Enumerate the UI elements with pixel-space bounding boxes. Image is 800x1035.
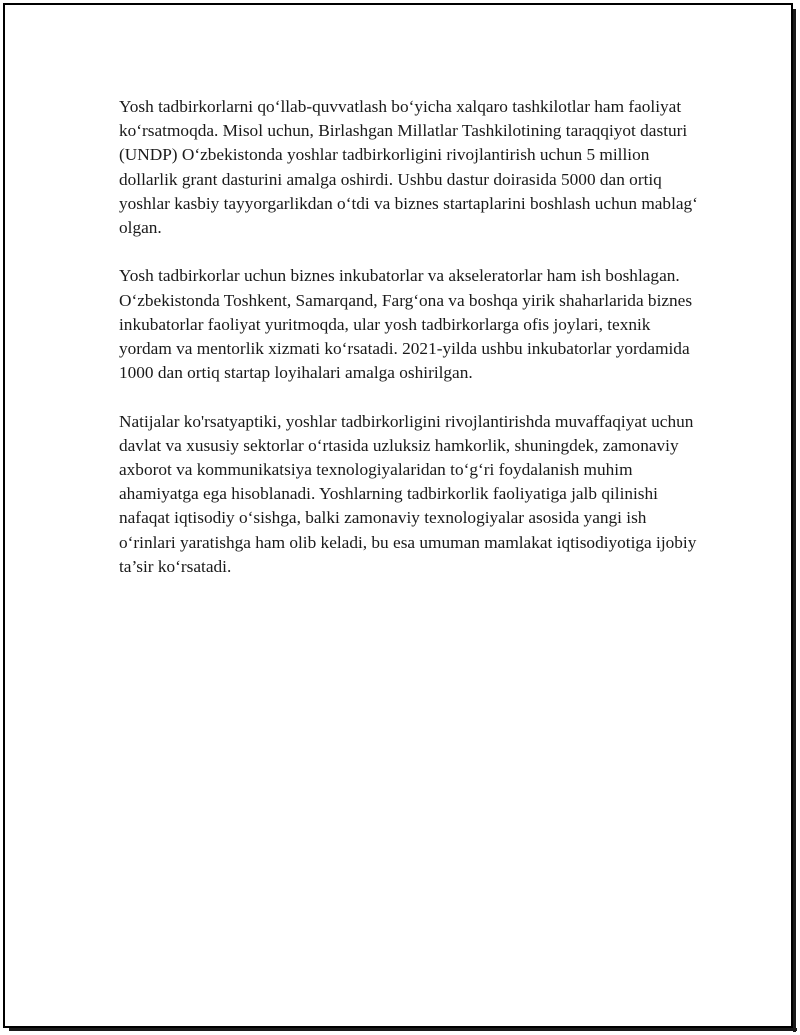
document-body — [119, 95, 704, 603]
paragraph-international-organizations: Yosh tadbirkorlarni qo‘llab-quvvatlash bo‘yicha xalqaro tashkilotlar ham faoliyat ko‘rsatmoqda. Misol uchun, Birlashgan Millatlar Tashkilotining taraqqiyot dasturi (UNDP) O‘zbekistonda yoshlar tadbirkorligini rivojlantirish uchun 5 million dollarlik grant dasturini amalga oshirdi. Ushbu dastur doirasida 5000 dan ortiq yoshlar kasbiy tayyorgarlikdan o‘tdi va biznes startaplarini boshlash uchun mablag‘ olgan. — [119, 97, 698, 238]
paragraph-conclusions: Natijalar ko'rsatyaptiki, yoshlar tadbirkorligini rivojlantirishda muvaffaqiyat uchun davlat va xususiy sektorlar o‘rtasida uzluksiz hamkorlik, shuningdek, zamonaviy axborot va kommunikatsiya texnologiyalaridan to‘g‘ri foydalanish muhim ahamiyatga ega hisoblanadi. Yoshlarning tadbirkorlik faoliyatiga jalb qilinishi nafaqat iqtisodiy o‘sishga, balki zamonaviy texnologiyalar asosida yangi ish o‘rinlari yaratishga ham olib keladi, bu esa umuman mamlakat iqtisodiyotiga ijobiy ta’sir ko‘rsatadi. — [119, 411, 697, 576]
document-page — [3, 3, 793, 1028]
paragraph-business-incubators: Yosh tadbirkorlar uchun biznes inkubatorlar va akseleratorlar ham ish boshlagan. O‘zbekistonda Toshkent, Samarqand, Farg‘ona va boshqa yirik shaharlarida biznes inkubatorlar faoliyat yuritmoqda, ular yosh tadbirkorlarga ofis joylari, texnik yordam va mentorlik xizmati ko‘rsatadi. 2021-yilda ushbu inkubatorlar yordamida 1000 dan ortiq startap loyihalari amalga oshirilgan. — [119, 266, 693, 383]
